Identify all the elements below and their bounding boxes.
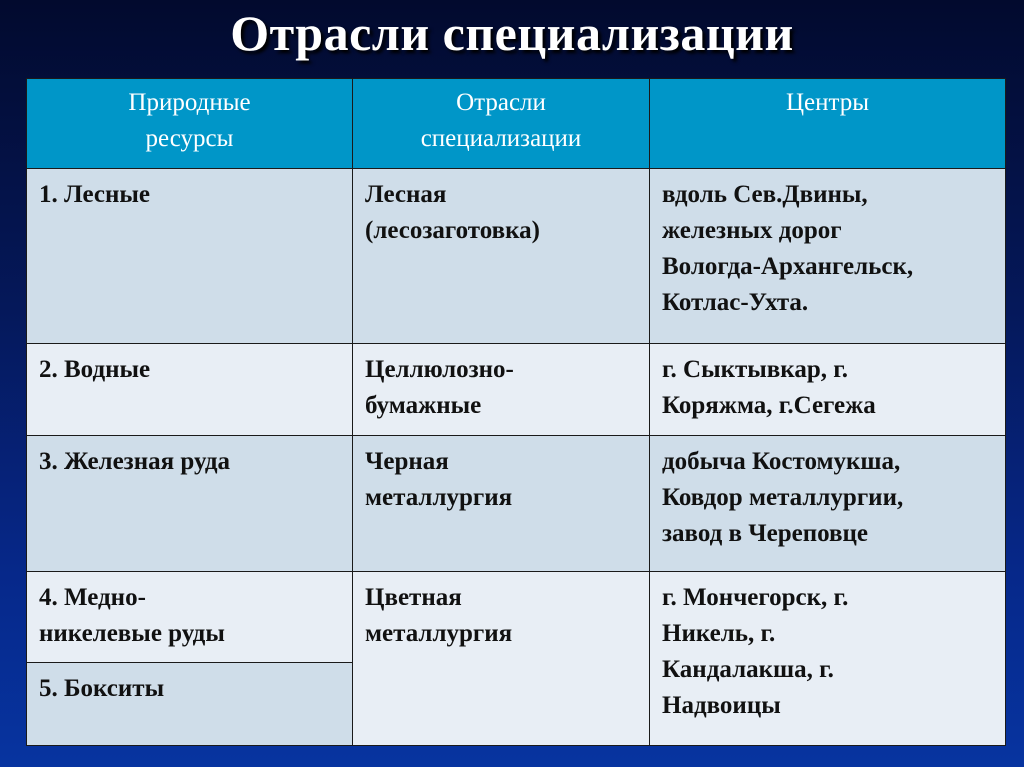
table-cell-industry xyxy=(352,343,650,436)
table-cell-resource xyxy=(26,168,353,344)
cell-text: вдоль Сев.Двины, xyxy=(662,181,868,208)
cell-text: завод в Череповце xyxy=(662,520,869,547)
cell-text: 4. Медно- xyxy=(39,584,146,611)
table-cell-industry xyxy=(352,435,650,572)
cell-text: Никель, г. xyxy=(662,620,776,647)
cell-text: Кандалакша, г. xyxy=(662,656,834,683)
table-cell-centers xyxy=(649,571,1006,746)
table-cell-industry xyxy=(352,571,650,746)
cell-text: г. Сыктывкар, г. xyxy=(662,356,849,383)
header-industries xyxy=(352,78,650,169)
cell-text: добыча Костомукша, xyxy=(662,448,901,475)
cell-text: 3. Железная руда xyxy=(39,448,231,475)
cell-text: Ковдор металлургии, xyxy=(662,484,904,511)
cell-text: Целлюлозно- xyxy=(365,356,514,383)
header-text: Природные xyxy=(128,89,251,116)
header-centers xyxy=(649,78,1006,169)
cell-text: никелевые руды xyxy=(39,620,225,647)
cell-text: железных дорог xyxy=(662,217,842,244)
cell-text: бумажные xyxy=(365,392,482,419)
cell-text: Коряжма, г.Сегежа xyxy=(662,392,876,419)
cell-text: 1. Лесные xyxy=(39,181,150,208)
table-cell-centers xyxy=(649,343,1006,436)
cell-text: Лесная xyxy=(365,181,447,208)
table-cell-centers xyxy=(649,168,1006,344)
header-text: Центры xyxy=(785,89,870,116)
table-cell-industry xyxy=(352,168,650,344)
table-cell-resource xyxy=(26,435,353,572)
cell-text: г. Мончегорск, г. xyxy=(662,584,849,611)
cell-text: металлургия xyxy=(365,484,513,511)
header-text: специализации xyxy=(420,125,582,152)
cell-text: Надвоицы xyxy=(662,692,781,719)
cell-text: Цветная xyxy=(365,584,462,611)
cell-text: Черная xyxy=(365,448,449,475)
cell-text: металлургия xyxy=(365,620,513,647)
table-cell-resource xyxy=(26,571,353,663)
slide-title: Отрасли специализации xyxy=(230,5,794,61)
cell-text: 2. Водные xyxy=(39,356,151,383)
cell-text: 5. Бокситы xyxy=(39,675,165,702)
header-resources xyxy=(26,78,353,169)
cell-text: Котлас-Ухта. xyxy=(662,289,809,316)
cell-text: (лесозаготовка) xyxy=(365,217,540,244)
table-cell-resource xyxy=(26,343,353,436)
header-text: Отрасли xyxy=(456,89,546,116)
header-text: ресурсы xyxy=(145,125,234,152)
cell-text: Вологда-Архангельск, xyxy=(662,253,914,280)
table-cell-resource xyxy=(26,662,353,746)
table-cell-centers xyxy=(649,435,1006,572)
